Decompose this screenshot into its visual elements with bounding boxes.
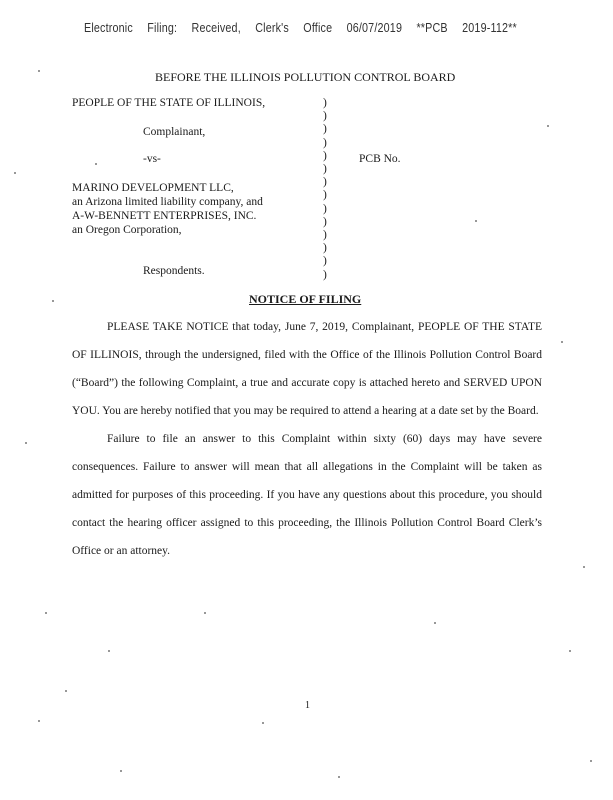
board-heading: BEFORE THE ILLINOIS POLLUTION CONTROL BOARD [155, 70, 456, 84]
speck [569, 650, 571, 652]
plaintiff-role: Complainant, [143, 126, 206, 138]
notice-paragraph-2: Failure to file an answer to this Complaint within sixty (60) days may have severe consequences. Failure to answer will mean that all allegations in the Complaint will be taken as admitted for purposes of this proceeding. If you have any questions about this procedure, you should contact the hearing officer assigned to this proceeding, the Illinois Pollution Control Board Clerk’s Office or an attorney. [72, 433, 542, 557]
filing-stamp [84, 21, 528, 35]
defendant1-name: MARINO DEVELOPMENT LLC, [72, 182, 234, 194]
stamp-case-number: 2019-112** [462, 21, 517, 35]
speck [38, 70, 40, 72]
defendant2-name: A-W-BENNETT ENTERPRISES, INC. [72, 210, 257, 222]
stamp-word: Electronic [84, 21, 133, 35]
stamp-agency: **PCB [416, 21, 448, 35]
notice-title: NOTICE OF FILING [249, 292, 362, 306]
stamp-word: Office [303, 21, 333, 35]
speck [561, 341, 563, 343]
stamp-word: Received, [191, 21, 241, 35]
speck [38, 720, 40, 722]
speck [583, 566, 585, 568]
plaintiff-name: PEOPLE OF THE STATE OF ILLINOIS, [72, 97, 266, 109]
speck [262, 722, 264, 724]
notice-body [72, 313, 542, 565]
speck [338, 776, 340, 778]
speck [475, 220, 477, 222]
speck [204, 612, 206, 614]
speck [547, 125, 549, 127]
case-number-label: PCB No. [359, 153, 401, 165]
stamp-word: Filing: [147, 21, 178, 35]
versus-label: -vs- [143, 153, 161, 165]
speck [434, 622, 436, 624]
speck [120, 770, 122, 772]
page-number: 1 [305, 700, 310, 711]
speck [65, 690, 67, 692]
stamp-date: 06/07/2019 [346, 21, 403, 35]
speck [14, 172, 16, 174]
defendant1-description: an Arizona limited liability company, and [72, 196, 263, 208]
defendant-role: Respondents. [143, 265, 205, 277]
speck [590, 760, 592, 762]
stamp-word: Clerk's [255, 21, 289, 35]
speck [95, 163, 97, 165]
notice-paragraph-1: PLEASE TAKE NOTICE that today, June 7, 2019, Complainant, PEOPLE OF THE STATE OF ILLINOIS, through the undersigned, filed with the Office of the Illinois Pollution Control Board (“Board”) the following Complaint, a true and accurate copy is attached hereto and SERVED UPON YOU. You are hereby notified that you may be required to attend a hearing at a date set by the Board. [72, 321, 542, 417]
speck [45, 612, 47, 614]
caption-parentheses: ) ) ) ) ) ) ) ) ) ) ) ) ) ) [323, 97, 327, 281]
speck [25, 442, 27, 444]
speck [108, 650, 110, 652]
defendant2-description: an Oregon Corporation, [72, 224, 182, 236]
speck [52, 300, 54, 302]
